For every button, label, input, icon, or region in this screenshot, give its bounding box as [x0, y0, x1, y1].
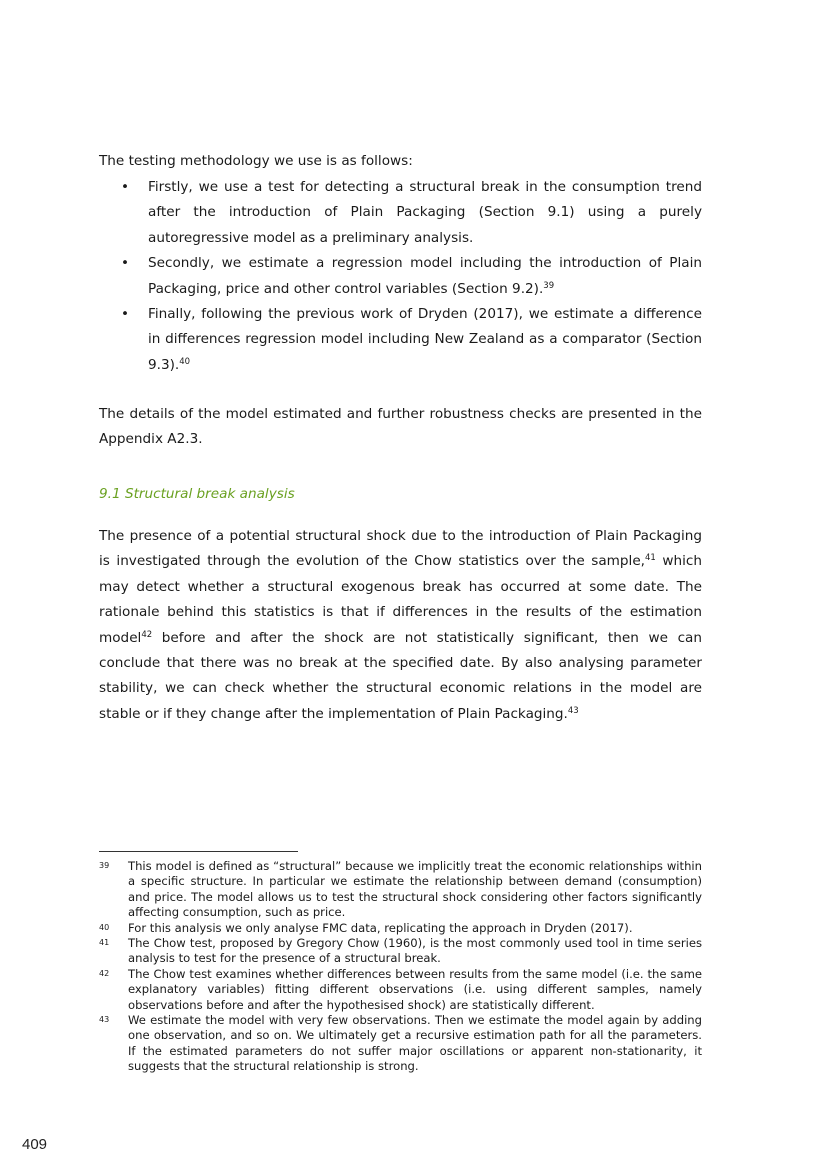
details-paragraph: The details of the model estimated and further robustness checks are presented in the Appendix A2.3. [99, 406, 702, 448]
footnote [99, 859, 702, 921]
footnotes-list [99, 859, 702, 1075]
section-heading: 9.1 Structural break analysis [99, 486, 295, 502]
analysis-text-1: The presence of a potential structural shock due to the introduction of Plain Packaging is investigated through the evolution of the Chow statistics over the sample, [99, 528, 702, 570]
analysis-text-3: before and after the shock are not statistically significant, then we can conclude that there was no break at the specified date. By also analysing parameter stability, we can check whether the structural economic relations in the model are stable or if they change after the implementation of Plain Packaging. [99, 629, 702, 722]
footnote [99, 1013, 702, 1075]
footnote [99, 921, 702, 936]
bullet-icon: • [121, 306, 130, 323]
footnote-number: 40 [99, 922, 110, 932]
footnote-number: 42 [99, 968, 110, 978]
footnote-number: 39 [99, 861, 110, 870]
footnote-number: 41 [99, 938, 110, 948]
bullet-icon: • [121, 179, 130, 195]
list-item [99, 302, 702, 378]
footnote-ref-42[interactable]: 42 [141, 629, 153, 640]
footnote [99, 936, 702, 967]
methodology-list [99, 175, 702, 378]
analysis-text-2: which may detect whether a structural exogenous break has occurred at some date. The rationale behind this statistics is that if differences in the results of the estimation model [99, 553, 702, 646]
footnote-text: For this analysis we only analyse FMC data, replicating the approach in Dryden (2017). [128, 920, 633, 935]
list-item-text: Finally, following the previous work of Dryden (2017), we estimate a difference in differences regression model including New Zealand as a comparator (Section 9.3). [148, 306, 702, 373]
footnote [99, 967, 702, 1013]
footnote-ref-41[interactable]: 41 [645, 553, 656, 564]
footnote-text: This model is defined as “structural” because we implicitly treat the economic relationships within a specific structure. In particular we estimate the relationship between demand (consumption) and price. The model allows us to test the structural shock considering other factors significantly affecting consumption, such as price. [128, 859, 702, 920]
list-item [99, 175, 702, 251]
footnote-ref-39[interactable]: 39 [543, 280, 555, 291]
footnote-divider [99, 851, 298, 852]
footnote-text: The Chow test examines whether differences between results from the same model (i.e. the same explanatory variables) fitting different observations (i.e. using different samples, namely observations before and after the hypothesised shock) are statistically different. [128, 966, 702, 1012]
footnote-ref-40[interactable]: 40 [179, 356, 191, 367]
bullet-icon: • [121, 255, 130, 272]
analysis-paragraph [99, 524, 702, 727]
intro-paragraph: The testing methodology we use is as follows: [99, 153, 413, 169]
footnote-ref-43[interactable]: 43 [567, 705, 579, 716]
footnote-text: The Chow test, proposed by Gregory Chow (1960), is the most commonly used tool in time series analysis to test for the presence of a structural break. [128, 936, 702, 966]
footnote-text: We estimate the model with very few observations. Then we estimate the model again by adding one observation, and so on. We ultimately get a recursive estimation path for all the parameters. If the estimated parameters do not suffer major oscillations or apparent non-stationarity, it suggests that the structural relationship is strong. [128, 1013, 702, 1074]
list-item-text: Secondly, we estimate a regression model including the introduction of Plain Packaging, price and other control variables (Section 9.2). [148, 255, 702, 297]
footnote-number: 43 [99, 1015, 110, 1025]
list-item [99, 251, 702, 302]
list-item-text: Firstly, we use a test for detecting a structural break in the consumption trend after the introduction of Plain Packaging (Section 9.1) using a purely autoregressive model as a preliminary analysis. [148, 179, 702, 246]
page-number: 409 [22, 1136, 48, 1153]
